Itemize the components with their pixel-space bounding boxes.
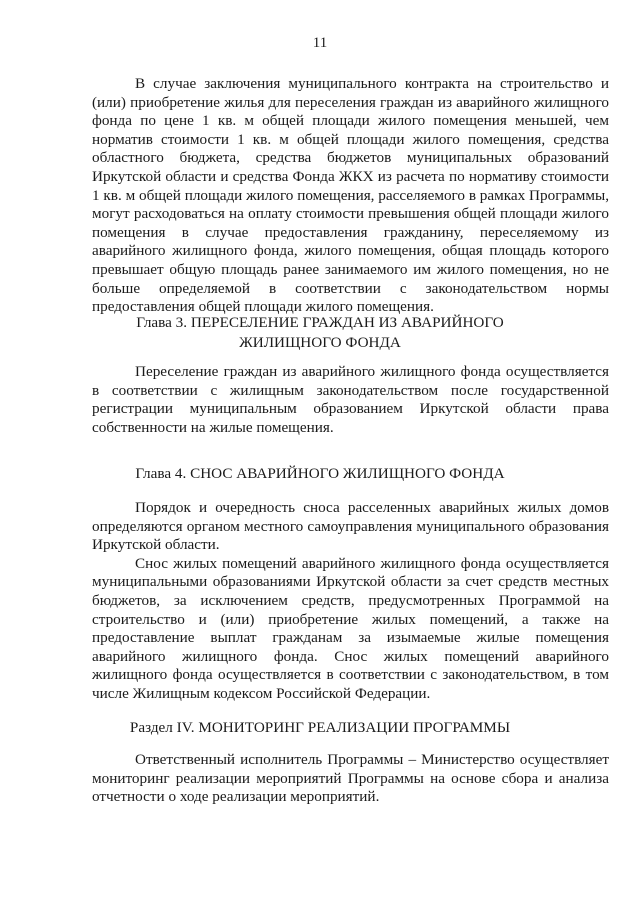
section4-text: Ответственный исполнитель Программы – Министерство осуществляет мониторинг реализации мероприятий Программы на основе сбора и анализа отчетности о ходе реализации мероприятий. xyxy=(92,751,609,806)
chapter3-title-line1: Глава 3. ПЕРЕСЕЛЕНИЕ ГРАЖДАН ИЗ АВАРИЙНОГО xyxy=(136,314,504,331)
chapter4-title: Глава 4. СНОС АВАРИЙНОГО ЖИЛИЩНОГО ФОНДА xyxy=(135,465,505,482)
chapter3-title-line2: ЖИЛИЩНОГО ФОНДА xyxy=(239,334,401,351)
chapter4-heading xyxy=(0,464,640,484)
chapter4-paragraphs xyxy=(92,499,609,704)
section4-title: Раздел IV. МОНИТОРИНГ РЕАЛИЗАЦИИ ПРОГРАММЫ xyxy=(129,719,511,736)
chapter3-text: Переселение граждан из аварийного жилищного фонда осуществляется в соответствии с жилищным законодательством после государственной регистрации муниципальным образованием Иркутской области права собственности на жилые помещения. xyxy=(92,363,610,436)
section4-heading xyxy=(0,718,640,738)
intro-text: В случае заключения муниципального контракта на строительство и (или) приобретение жилья для переселения граждан из аварийного жилищного фонда по цене 1 кв. м общей площади жилого помещения меньшей, чем норматив стоимости 1 кв. м общей площади жилого помещения, средства областного бюджета, средства бюджетов муниципальных образований Иркутской области и средства Фонда ЖКХ из расчета по нормативу стоимости 1 кв. м общей площади жилого помещения, расселяемого в рамках Программы, могут расходоваться на оплату стоимости превышения общей площади жилого помещения в случае предоставления гражданину, переселяемому из аварийного жилищного фонда, жилого помещения, общая площадь которого превышает общую площадь ранее занимаемого им жилого помещения, но не больше определяемой в соответствии с законодательством нормы предоставления общей площади жилого помещения. xyxy=(92,75,610,316)
chapter4-paragraph1: Порядок и очередность сноса расселенных аварийных жилых домов определяются органом местного самоуправления муниципального образования Иркутской области. xyxy=(92,499,609,554)
intro-paragraph xyxy=(92,75,609,317)
section4-paragraph xyxy=(92,751,609,807)
chapter3-paragraph xyxy=(92,363,609,437)
chapter4-paragraph2: Снос жилых помещений аварийного жилищного фонда осуществляется муниципальными образованиями Иркутской области за счет средств местных бюджетов, за исключением средств, предусмотренных Программой на строительство и (или) приобретение жилых помещений, а также на предоставление выплат гражданам за изымаемые жилые помещения аварийного жилищного фонда. Снос жилых помещений аварийного жилищного фонда осуществляется в соответствии с законодательством, в том числе Жилищным кодексом Российской Федерации. xyxy=(92,554,610,702)
page-number: 11 xyxy=(312,35,328,51)
chapter3-heading xyxy=(0,313,640,353)
